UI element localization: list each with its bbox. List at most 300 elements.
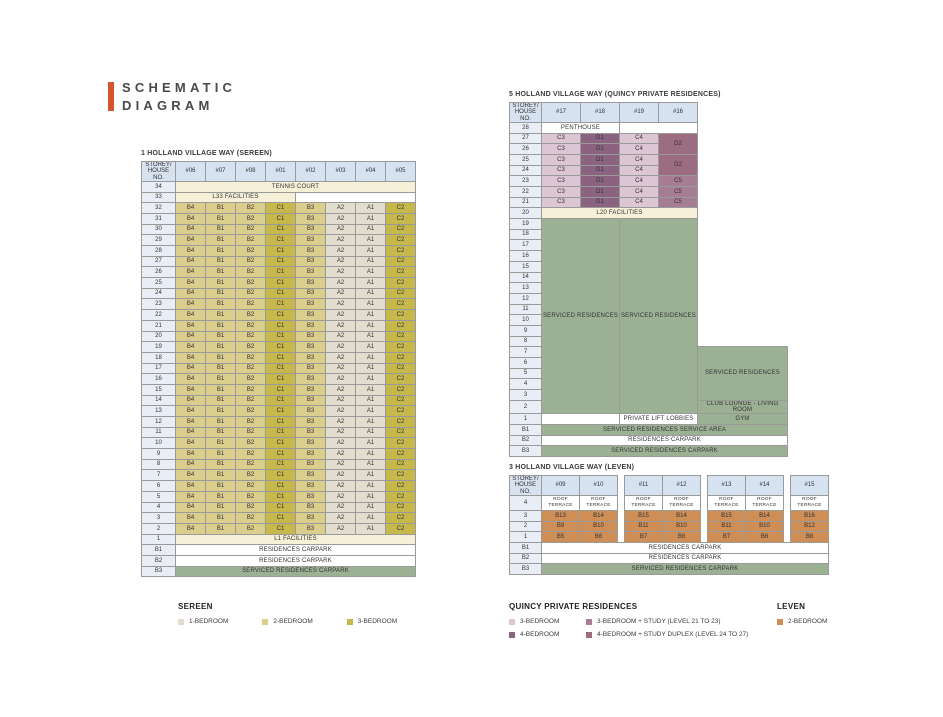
unit-cell: C2 <box>386 352 416 363</box>
facility-cell: L1 FACILITIES <box>176 534 416 545</box>
gap-cell <box>784 521 791 532</box>
header-row <box>142 162 416 182</box>
empty-cell <box>698 304 788 315</box>
unit-cell: C1 <box>266 384 296 395</box>
unit-cell: B1 <box>206 502 236 513</box>
unit-cell: B1 <box>206 384 236 395</box>
unit-cell: A2 <box>326 395 356 406</box>
unit-cell: B4 <box>176 459 206 470</box>
unit-cell: C4 <box>620 176 659 187</box>
unit-cell: B4 <box>176 342 206 353</box>
unit-cell: B2 <box>236 342 266 353</box>
legend-leven-items <box>777 618 827 625</box>
unit-cell: C2 <box>386 331 416 342</box>
storey-label: 1 <box>510 532 542 543</box>
unit-cell: B3 <box>296 438 326 449</box>
table-row <box>142 417 416 428</box>
quincy-table <box>509 102 788 457</box>
unit-cell: B2 <box>236 459 266 470</box>
gap-cell <box>784 532 791 543</box>
unit-cell: C1 <box>266 363 296 374</box>
table-row <box>142 513 416 524</box>
unit-cell: B4 <box>176 523 206 534</box>
gap <box>618 476 625 496</box>
unit-cell: B7 <box>708 532 746 543</box>
unit-cell: B2 <box>236 449 266 460</box>
unit-cell: B1 <box>206 352 236 363</box>
table-row <box>510 187 788 198</box>
legend-item <box>777 618 827 625</box>
unit-cell: A1 <box>356 352 386 363</box>
unit-cell: B1 <box>206 438 236 449</box>
unit-cell: A2 <box>326 438 356 449</box>
legend-label: 2-BEDROOM <box>788 618 828 625</box>
unit-cell: B2 <box>236 235 266 246</box>
unit-cell: D1 <box>581 154 620 165</box>
unit-cell: C2 <box>386 502 416 513</box>
storey-label: 15 <box>142 384 176 395</box>
table-row <box>142 363 416 374</box>
table-row <box>510 532 829 543</box>
lift-lobby-cell: PRIVATE LIFT LOBBIES <box>620 414 698 425</box>
unit-cell: B1 <box>206 395 236 406</box>
unit-cell: B1 <box>206 406 236 417</box>
table-row <box>510 495 829 510</box>
stack-header: #18 <box>581 103 620 123</box>
unit-cell: B1 <box>206 267 236 278</box>
table-row <box>142 352 416 363</box>
unit-cell: C2 <box>386 213 416 224</box>
storey-label: 8 <box>510 336 542 347</box>
unit-cell: A1 <box>356 267 386 278</box>
table-row <box>142 481 416 492</box>
unit-cell: B1 <box>206 342 236 353</box>
storey-label: 6 <box>142 481 176 492</box>
storey-house-corner: STOREY/ HOUSE NO. <box>142 162 176 182</box>
unit-cell: B3 <box>296 395 326 406</box>
empty-cell <box>698 283 788 294</box>
storey-label: 25 <box>510 154 542 165</box>
legend-item <box>509 618 586 625</box>
legend-quincy-title: QUINCY PRIVATE RESIDENCES <box>509 602 638 611</box>
unit-cell: C2 <box>386 310 416 321</box>
gap <box>784 476 791 496</box>
unit-cell: A1 <box>356 523 386 534</box>
storey-label: 7 <box>142 470 176 481</box>
legend-item <box>262 618 312 625</box>
unit-cell: B10 <box>580 521 618 532</box>
unit-cell: B1 <box>206 417 236 428</box>
unit-cell: C4 <box>620 197 659 208</box>
serviced-residences-cell: SERVICED RESIDENCES <box>620 219 698 414</box>
table-row <box>142 331 416 342</box>
unit-cell: B7 <box>625 532 663 543</box>
unit-cell: C1 <box>266 299 296 310</box>
unit-cell: B15 <box>625 510 663 521</box>
unit-cell: B2 <box>236 278 266 289</box>
gap-cell <box>701 532 708 543</box>
unit-cell: D2 <box>659 133 698 154</box>
unit-cell: B4 <box>176 203 206 214</box>
unit-cell: B2 <box>236 374 266 385</box>
empty-cell <box>698 251 788 262</box>
unit-cell: C3 <box>542 144 581 155</box>
unit-cell: C1 <box>266 256 296 267</box>
table-row <box>510 165 788 176</box>
unit-cell: B2 <box>236 470 266 481</box>
storey-label: 24 <box>142 288 176 299</box>
unit-cell: B3 <box>296 310 326 321</box>
unit-cell: C2 <box>386 384 416 395</box>
unit-cell: A1 <box>356 459 386 470</box>
unit-cell: A1 <box>356 427 386 438</box>
empty-cell <box>698 261 788 272</box>
unit-cell: B8 <box>791 532 829 543</box>
stack-header: #08 <box>236 162 266 182</box>
unit-cell: C1 <box>266 417 296 428</box>
legend-leven-title: LEVEN <box>777 602 806 611</box>
unit-cell: B4 <box>176 288 206 299</box>
unit-cell: B4 <box>176 384 206 395</box>
unit-cell: C1 <box>266 438 296 449</box>
unit-cell: B2 <box>236 352 266 363</box>
storey-label: 14 <box>510 272 542 283</box>
unit-cell: B1 <box>206 491 236 502</box>
unit-cell: B2 <box>236 427 266 438</box>
roof-terrace-cell: ROOF TERRACE <box>708 495 746 510</box>
unit-cell: D1 <box>581 133 620 144</box>
unit-cell: D1 <box>581 165 620 176</box>
unit-cell: B4 <box>176 395 206 406</box>
storey-label: 31 <box>142 213 176 224</box>
carpark-cell: SERVICED RESIDENCES CARPARK <box>542 564 829 575</box>
unit-cell: A1 <box>356 278 386 289</box>
unit-cell: B1 <box>206 523 236 534</box>
unit-cell: B3 <box>296 288 326 299</box>
empty-cell <box>698 187 788 198</box>
empty-cell <box>698 133 788 144</box>
unit-cell: A1 <box>356 256 386 267</box>
unit-cell: A2 <box>326 267 356 278</box>
gap-cell <box>618 495 625 510</box>
unit-cell: B1 <box>206 288 236 299</box>
unit-cell: B3 <box>296 449 326 460</box>
legend-label: 3-BEDROOM <box>520 618 560 625</box>
table-row <box>142 438 416 449</box>
table-row <box>510 553 829 564</box>
unit-cell: C1 <box>266 235 296 246</box>
storey-label: B3 <box>510 564 542 575</box>
unit-cell: B2 <box>236 331 266 342</box>
unit-cell: C4 <box>620 187 659 198</box>
legend-sereen <box>178 602 397 625</box>
quincy-block <box>509 91 788 457</box>
stack-header: #15 <box>791 476 829 496</box>
unit-cell: C2 <box>386 438 416 449</box>
unit-cell: A2 <box>326 320 356 331</box>
unit-cell: B3 <box>296 331 326 342</box>
unit-cell: C3 <box>542 176 581 187</box>
storey-label: 11 <box>510 304 542 315</box>
legend-label: 3-BEDROOM <box>357 618 398 625</box>
storey-label: 25 <box>142 278 176 289</box>
unit-cell: A2 <box>326 513 356 524</box>
unit-cell: D1 <box>581 187 620 198</box>
unit-cell: C1 <box>266 352 296 363</box>
unit-cell: A1 <box>356 384 386 395</box>
table-row <box>142 384 416 395</box>
storey-label: 30 <box>142 224 176 235</box>
unit-cell: B4 <box>176 417 206 428</box>
legend-label: 2-BEDROOM <box>273 618 313 625</box>
unit-cell: C2 <box>386 523 416 534</box>
storey-label: 15 <box>510 261 542 272</box>
unit-cell: C1 <box>266 203 296 214</box>
storey-label: 34 <box>142 181 176 192</box>
unit-cell: C1 <box>266 523 296 534</box>
empty-cell <box>698 293 788 304</box>
unit-cell: B3 <box>296 513 326 524</box>
storey-label: 26 <box>142 267 176 278</box>
legend-swatch-icon <box>347 619 353 625</box>
unit-cell: A2 <box>326 246 356 257</box>
roof-terrace-cell: ROOF TERRACE <box>625 495 663 510</box>
storey-label: 13 <box>142 406 176 417</box>
unit-cell: B4 <box>176 235 206 246</box>
storey-label: 3 <box>510 510 542 521</box>
unit-cell: C4 <box>620 165 659 176</box>
unit-cell: B2 <box>236 310 266 321</box>
unit-cell: A1 <box>356 320 386 331</box>
storey-label: 26 <box>510 144 542 155</box>
unit-cell: C2 <box>386 427 416 438</box>
storey-label: 32 <box>142 203 176 214</box>
storey-label: 5 <box>510 368 542 379</box>
storey-label: 27 <box>142 256 176 267</box>
storey-label: 9 <box>510 325 542 336</box>
unit-cell: A1 <box>356 299 386 310</box>
empty-cell <box>698 197 788 208</box>
roof-terrace-cell: ROOF TERRACE <box>791 495 829 510</box>
storey-label: 18 <box>510 229 542 240</box>
roof-terrace-cell: ROOF TERRACE <box>542 495 580 510</box>
legend-swatch-icon <box>586 632 592 638</box>
unit-cell: B16 <box>791 510 829 521</box>
empty-cell <box>698 219 788 230</box>
storey-label: 7 <box>510 347 542 358</box>
unit-cell: A1 <box>356 470 386 481</box>
table-row <box>142 406 416 417</box>
carpark-cell: SERVICED RESIDENCES CARPARK <box>176 566 416 577</box>
unit-cell: A2 <box>326 278 356 289</box>
unit-cell: C2 <box>386 278 416 289</box>
legend-swatch-icon <box>262 619 268 625</box>
unit-cell: A2 <box>326 235 356 246</box>
unit-cell: A2 <box>326 459 356 470</box>
table-row <box>510 208 788 219</box>
gap-cell <box>784 495 791 510</box>
storey-label: 20 <box>510 208 542 219</box>
page-title-line1: SCHEMATIC <box>122 80 237 95</box>
storey-house-corner: STOREY/ HOUSE NO. <box>510 476 542 496</box>
sereen-title: 1 HOLLAND VILLAGE WAY (SEREEN) <box>141 150 272 157</box>
storey-label: 2 <box>510 521 542 532</box>
unit-cell: B1 <box>206 213 236 224</box>
unit-cell: B4 <box>176 256 206 267</box>
unit-cell: B14 <box>580 510 618 521</box>
storey-label: 27 <box>510 133 542 144</box>
gap-cell <box>784 510 791 521</box>
unit-cell: D2 <box>659 154 698 175</box>
empty-cell <box>620 122 698 133</box>
carpark-cell: RESIDENCES CARPARK <box>176 545 416 556</box>
unit-cell: B9 <box>542 521 580 532</box>
gap-cell <box>701 510 708 521</box>
unit-cell: A2 <box>326 213 356 224</box>
unit-cell: B1 <box>206 310 236 321</box>
stack-header: #05 <box>386 162 416 182</box>
storey-label: 16 <box>510 251 542 262</box>
unit-cell: B2 <box>236 246 266 257</box>
unit-cell: B2 <box>236 406 266 417</box>
table-row <box>142 374 416 385</box>
unit-cell: B4 <box>176 470 206 481</box>
unit-cell: A1 <box>356 395 386 406</box>
unit-cell: B2 <box>236 267 266 278</box>
leven-title: 3 HOLLAND VILLAGE WAY (LEVEN) <box>509 464 635 471</box>
unit-cell: B6 <box>746 532 784 543</box>
unit-cell: C5 <box>659 187 698 198</box>
stack-header: #02 <box>296 162 326 182</box>
unit-cell: C1 <box>266 374 296 385</box>
unit-cell: A2 <box>326 224 356 235</box>
storey-label: B2 <box>510 435 542 446</box>
unit-cell: B4 <box>176 491 206 502</box>
storey-label: B2 <box>142 555 176 566</box>
unit-cell: C1 <box>266 449 296 460</box>
unit-cell: B2 <box>236 491 266 502</box>
unit-cell: C2 <box>386 363 416 374</box>
table-row <box>142 491 416 502</box>
unit-cell: B2 <box>236 213 266 224</box>
unit-cell: B3 <box>296 299 326 310</box>
unit-cell: C2 <box>386 406 416 417</box>
unit-cell: B1 <box>206 459 236 470</box>
table-row <box>510 425 788 436</box>
unit-cell: B1 <box>206 363 236 374</box>
leven-table <box>509 475 829 575</box>
unit-cell: B3 <box>296 213 326 224</box>
storey-house-corner: STOREY/ HOUSE NO. <box>510 103 542 123</box>
storey-label: 1 <box>142 534 176 545</box>
facility-cell: TENNIS COURT <box>176 181 416 192</box>
storey-label: 33 <box>142 192 176 203</box>
unit-cell: B2 <box>236 203 266 214</box>
unit-cell: C2 <box>386 481 416 492</box>
page-title-line2: DIAGRAM <box>122 98 214 113</box>
unit-cell: B1 <box>206 331 236 342</box>
storey-label: 1 <box>510 414 542 425</box>
unit-cell: A1 <box>356 288 386 299</box>
carpark-cell: RESIDENCES CARPARK <box>542 435 788 446</box>
unit-cell: B2 <box>236 299 266 310</box>
unit-cell: C2 <box>386 246 416 257</box>
unit-cell: B4 <box>176 502 206 513</box>
unit-cell: C2 <box>386 299 416 310</box>
legend-label: 4-BEDROOM + STUDY DUPLEX (LEVEL 24 TO 27) <box>597 631 749 638</box>
storey-label: 19 <box>142 342 176 353</box>
unit-cell: A2 <box>326 299 356 310</box>
unit-cell: C1 <box>266 513 296 524</box>
unit-cell: C4 <box>620 154 659 165</box>
unit-cell: A1 <box>356 502 386 513</box>
storey-label: 22 <box>142 310 176 321</box>
unit-cell: B2 <box>236 384 266 395</box>
stack-header: #16 <box>659 103 698 123</box>
leven-block <box>509 464 829 575</box>
table-row <box>142 192 416 203</box>
unit-cell: C2 <box>386 256 416 267</box>
serviced-residences-cell: SERVICED RESIDENCES <box>698 347 788 400</box>
unit-cell: B2 <box>236 395 266 406</box>
stack-header: #11 <box>625 476 663 496</box>
unit-cell: B2 <box>236 288 266 299</box>
page-title <box>122 79 236 115</box>
table-row <box>142 181 416 192</box>
unit-cell: C1 <box>266 320 296 331</box>
unit-cell: B2 <box>236 363 266 374</box>
unit-cell: D1 <box>581 176 620 187</box>
unit-cell: A2 <box>326 203 356 214</box>
unit-cell: B3 <box>296 235 326 246</box>
unit-cell: B3 <box>296 352 326 363</box>
unit-cell: A2 <box>326 256 356 267</box>
unit-cell: C1 <box>266 224 296 235</box>
legend-swatch-icon <box>586 619 592 625</box>
gap-cell <box>618 532 625 543</box>
unit-cell: B4 <box>176 374 206 385</box>
unit-cell: B3 <box>296 384 326 395</box>
unit-cell: B4 <box>176 299 206 310</box>
unit-cell: B4 <box>176 352 206 363</box>
gap-cell <box>618 510 625 521</box>
unit-cell: B4 <box>176 331 206 342</box>
unit-cell: C2 <box>386 374 416 385</box>
unit-cell: D1 <box>581 144 620 155</box>
unit-cell: A2 <box>326 352 356 363</box>
storey-label: 4 <box>510 379 542 390</box>
table-row <box>510 219 788 230</box>
stack-header: #12 <box>663 476 701 496</box>
unit-cell: A1 <box>356 449 386 460</box>
sereen-block <box>141 150 416 577</box>
empty-cell <box>698 325 788 336</box>
unit-cell: B4 <box>176 310 206 321</box>
unit-cell: B1 <box>206 299 236 310</box>
unit-cell: B1 <box>206 235 236 246</box>
legend-label: 1-BEDROOM <box>189 618 229 625</box>
table-row <box>510 144 788 155</box>
unit-cell: A1 <box>356 363 386 374</box>
unit-cell: B2 <box>236 513 266 524</box>
unit-cell: A1 <box>356 374 386 385</box>
facility-cell: L33 FACILITIES <box>176 192 296 203</box>
empty-cell <box>542 414 620 425</box>
unit-cell: B4 <box>176 267 206 278</box>
unit-cell: B12 <box>791 521 829 532</box>
unit-cell: C3 <box>542 165 581 176</box>
stack-header: #17 <box>542 103 581 123</box>
